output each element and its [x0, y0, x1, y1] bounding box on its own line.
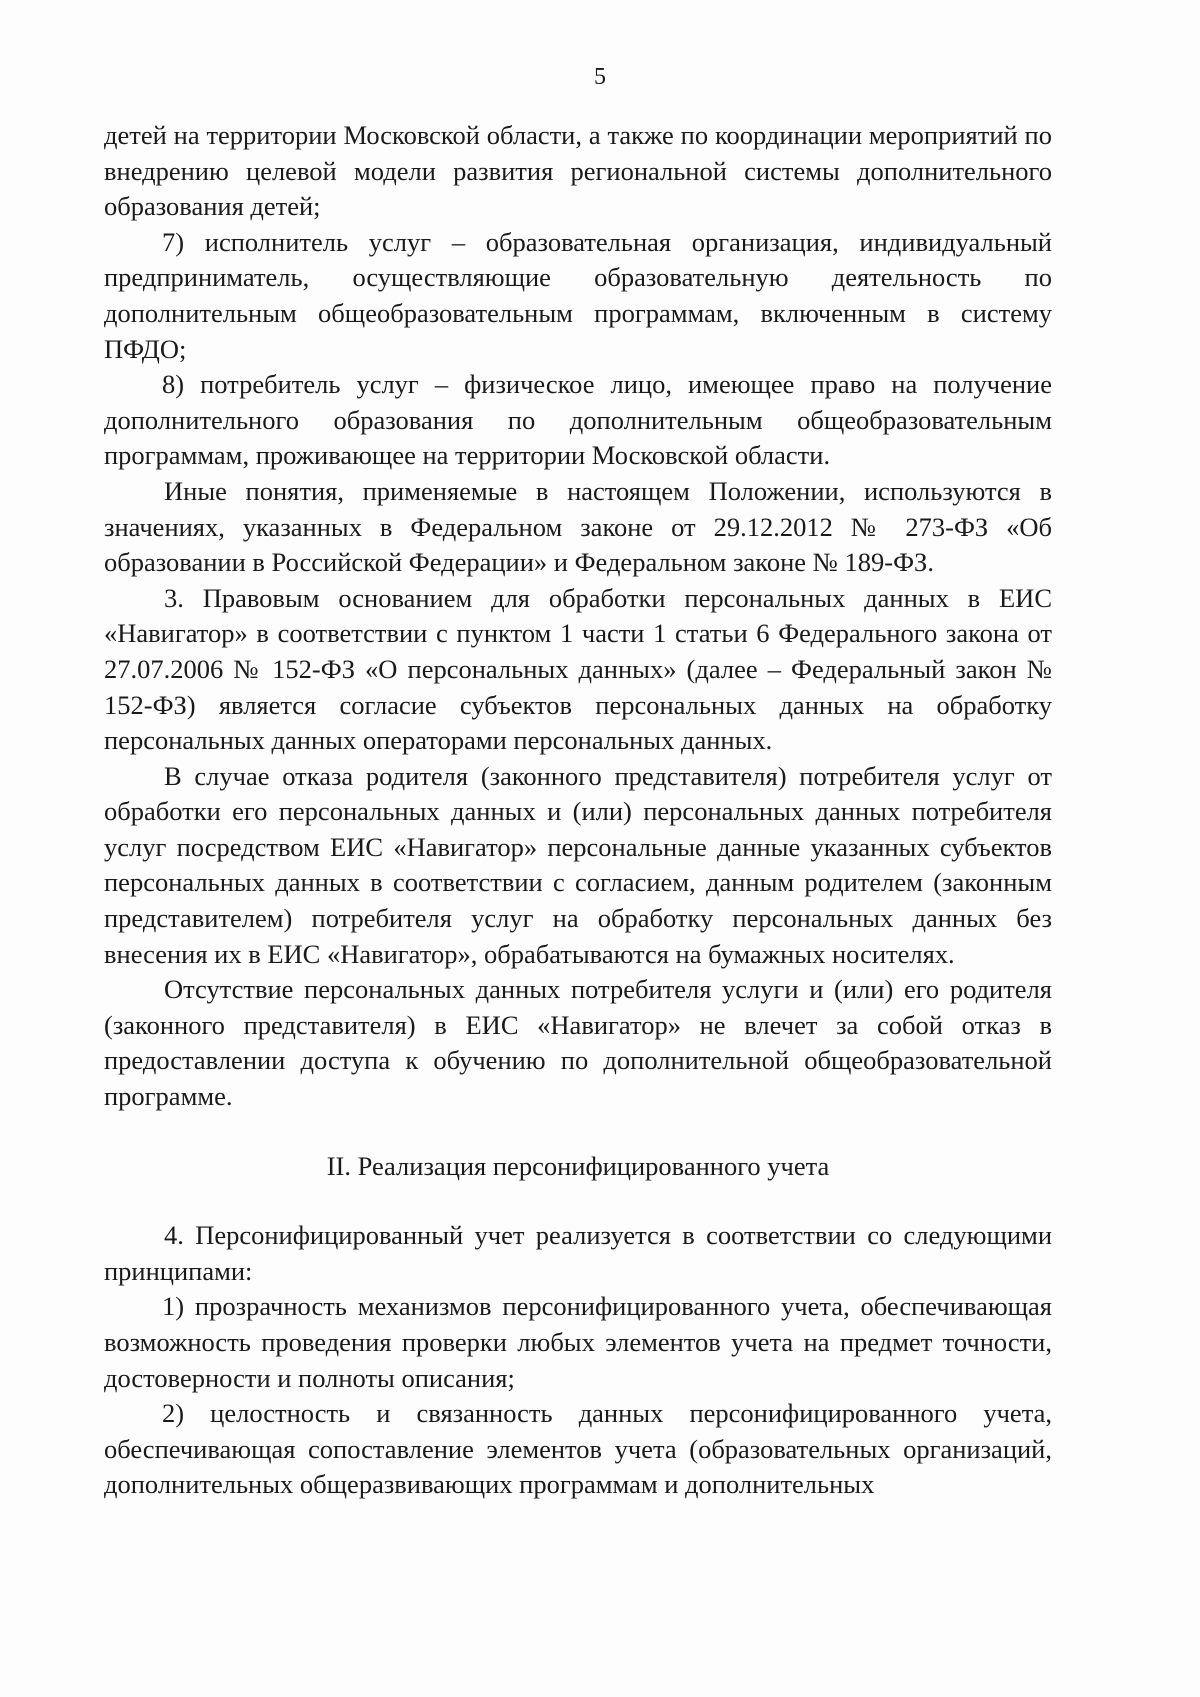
- document-body: [104, 118, 1052, 1503]
- list-item-1: 1) прозрачность механизмов персонифицированного учета, обеспечивающая возможность проведения проверки любых элементов учета на предмет точности, достоверности и полноты описания;: [104, 1291, 1052, 1393]
- paragraph-item-3: 3. Правовым основанием для обработки персональных данных в ЕИС «Навигатор» в соответствии с пунктом 1 части 1 статьи 6 Федерального закона от 27.07.2006 № 152-ФЗ «О персональных данных» (далее – Федеральный закон № 152-ФЗ) является согласие субъектов персональных данных на обработку персональных данных операторами персональных данных.: [104, 582, 1052, 756]
- paragraph-item-4: 4. Персонифицированный учет реализуется в соответствии со следующими принципами:: [104, 1220, 1052, 1286]
- paragraph-absence: Отсутствие персональных данных потребителя услуги и (или) его родителя (законного представителя) в ЕИС «Навигатор» не влечет за собой отказ в предоставлении доступа к обучению по дополнительной общеобразовательной программе.: [104, 974, 1052, 1112]
- paragraph-continuation: детей на территории Московской области, а также по координации мероприятий по внедрению целевой модели развития региональной системы дополнительного образования детей;: [104, 120, 1052, 222]
- list-item-8: 8) потребитель услуг – физическое лицо, имеющее право на получение дополнительного образования по дополнительным общеобразовательным программам, проживающее на территории Московской области.: [104, 369, 1052, 471]
- list-item-2: 2) целостность и связанность данных персонифицированного учета, обеспечивающая сопоставление элементов учета (образовательных организаций, дополнительных общеразвивающих программам и дополнительных: [104, 1398, 1052, 1500]
- paragraph-refusal: В случае отказа родителя (законного представителя) потребителя услуг от обработки его персональных данных и (или) персональных данных потребителя услуг посредством ЕИС «Навигатор» персональные данные указанных субъектов персональных данных в соответствии с согласием, данным родителем (законным представителем) потребителя услуг на обработку персональных данных без внесения их в ЕИС «Навигатор», обрабатываются на бумажных носителях.: [104, 760, 1052, 969]
- section-heading: II. Реализация персонифицированного учета: [326, 1150, 830, 1181]
- list-item-7: 7) исполнитель услуг – образовательная организация, индивидуальный предприниматель, осуществляющие образовательную деятельность по дополнительным общеобразовательным программам, включенным в систему ПФДО;: [104, 226, 1052, 364]
- page-number: 5: [594, 64, 606, 90]
- paragraph-other-terms: Иные понятия, применяемые в настоящем Положении, используются в значениях, указанных в Федеральном законе от 29.12.2012 № 273-ФЗ «Об образовании в Российской Федерации» и Федеральном законе № 189-ФЗ.: [104, 475, 1052, 578]
